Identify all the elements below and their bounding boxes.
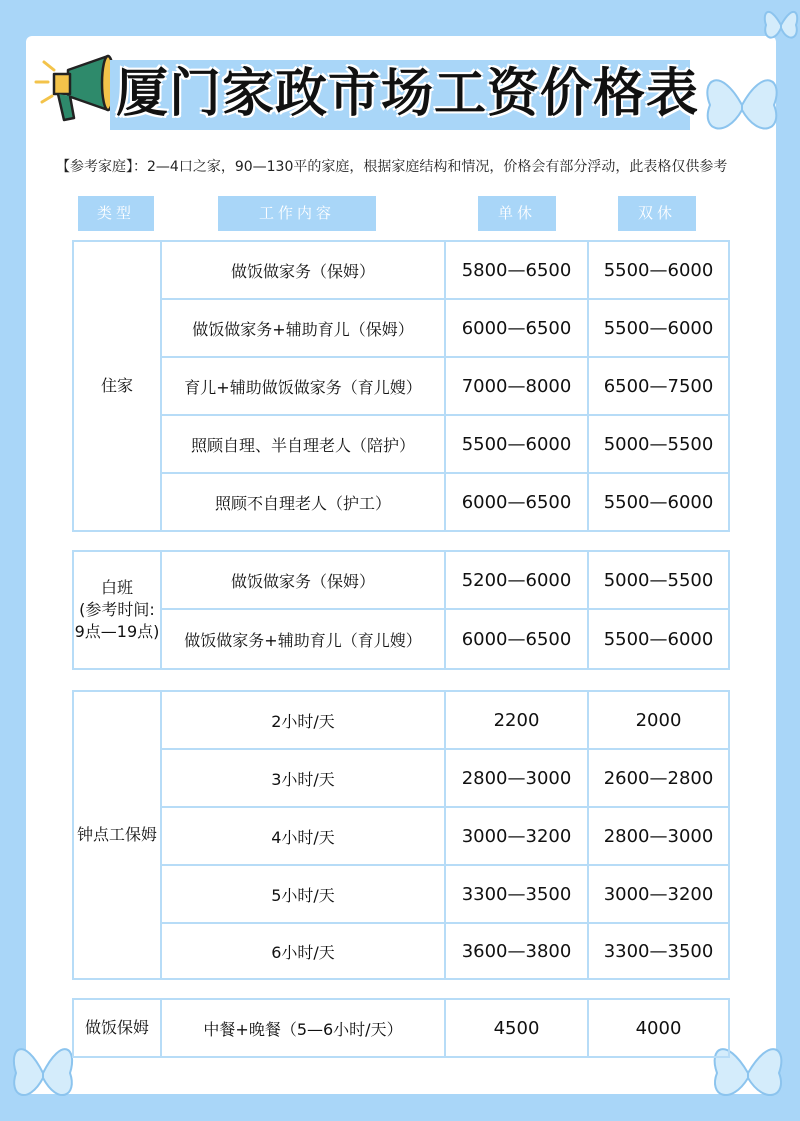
single-rest-price: 3000—3200 — [446, 808, 589, 864]
category-line: (参考时间: — [79, 600, 155, 619]
work-cell: 照顾自理、半自理老人（陪护） — [162, 416, 446, 472]
double-rest-price: 5500—6000 — [603, 491, 714, 513]
work-cell: 育儿+辅助做饭做家务（育儿嫂） — [162, 358, 446, 414]
reference-note: 【参考家庭】：2—4口之家，90—130平的家庭，根据家庭结构和情况，价格会有部分浮动，此表格仅供参考 — [56, 159, 728, 175]
page-title: 厦门家政市场工资价格表 — [116, 64, 700, 124]
megaphone-icon — [30, 48, 120, 138]
category-line: 白班 — [100, 578, 133, 597]
butterfly-icon — [700, 60, 784, 150]
work-cell: 照顾不自理老人（护工） — [162, 474, 446, 530]
work-cell: 2小时/天 — [162, 692, 446, 748]
category-label: 钟点工保姆 — [74, 692, 162, 978]
work-cell: 做饭做家务+辅助育儿（育儿嫂） — [162, 610, 446, 668]
work-cell: 做饭做家务（保姆） — [162, 552, 446, 608]
section-live-in — [72, 240, 730, 532]
table-row — [162, 750, 728, 808]
single-rest-price: 5200—6000 — [446, 552, 589, 608]
double-rest-price: 2600—2800 — [603, 767, 714, 789]
single-rest-price: 6000—6500 — [446, 300, 589, 356]
table-row — [162, 416, 728, 474]
butterfly-icon — [762, 0, 800, 50]
table-row — [162, 692, 728, 750]
double-rest-price: 3300—3500 — [603, 940, 714, 962]
header-type: 类型 — [78, 196, 154, 231]
double-rest-price: 2800—3000 — [603, 825, 714, 847]
section-cooking — [72, 998, 730, 1058]
category-line: 9点—19点) — [74, 622, 160, 641]
double-rest-price: 6500—7500 — [603, 375, 714, 397]
single-rest-price: 4500 — [446, 1000, 589, 1056]
single-rest-price: 5500—6000 — [446, 416, 589, 472]
table-row — [162, 474, 728, 530]
table-row — [162, 552, 728, 610]
work-cell: 5小时/天 — [162, 866, 446, 922]
header-work: 工作内容 — [218, 196, 376, 231]
section-hourly — [72, 690, 730, 980]
double-rest-price: 5500—6000 — [603, 317, 714, 339]
table-row — [162, 358, 728, 416]
single-rest-price: 2800—3000 — [446, 750, 589, 806]
work-cell: 中餐+晚餐（5—6小时/天） — [162, 1000, 446, 1056]
work-cell: 做饭做家务（保姆） — [162, 242, 446, 298]
single-rest-price: 7000—8000 — [446, 358, 589, 414]
single-rest-price: 2200 — [446, 692, 589, 748]
table-row — [162, 866, 728, 924]
table-row — [162, 924, 728, 978]
category-label: 做饭保姆 — [74, 1000, 162, 1056]
table-row — [162, 808, 728, 866]
double-rest-price: 5500—6000 — [603, 628, 714, 650]
double-rest-price: 5000—5500 — [603, 433, 714, 455]
category-label — [74, 552, 162, 668]
category-label: 住家 — [74, 242, 162, 530]
double-rest-price: 5000—5500 — [603, 569, 714, 591]
table-row — [162, 300, 728, 358]
single-rest-price: 3600—3800 — [446, 924, 589, 978]
single-rest-price: 6000—6500 — [446, 610, 589, 668]
single-rest-price: 6000—6500 — [446, 474, 589, 530]
butterfly-icon — [8, 1030, 78, 1116]
double-rest-price: 3000—3200 — [603, 883, 714, 905]
header-single-rest: 单休 — [478, 196, 556, 231]
work-cell: 3小时/天 — [162, 750, 446, 806]
double-rest-price: 5500—6000 — [603, 259, 714, 281]
header-double-rest: 双休 — [618, 196, 696, 231]
double-rest-price: 4000 — [635, 1017, 682, 1039]
double-rest-price: 2000 — [635, 709, 682, 731]
single-rest-price: 3300—3500 — [446, 866, 589, 922]
table-row — [162, 242, 728, 300]
work-cell: 6小时/天 — [162, 924, 446, 978]
section-day-shift — [72, 550, 730, 670]
work-cell: 做饭做家务+辅助育儿（保姆） — [162, 300, 446, 356]
work-cell: 4小时/天 — [162, 808, 446, 864]
table-row — [162, 610, 728, 668]
table-row — [162, 1000, 728, 1056]
single-rest-price: 5800—6500 — [446, 242, 589, 298]
